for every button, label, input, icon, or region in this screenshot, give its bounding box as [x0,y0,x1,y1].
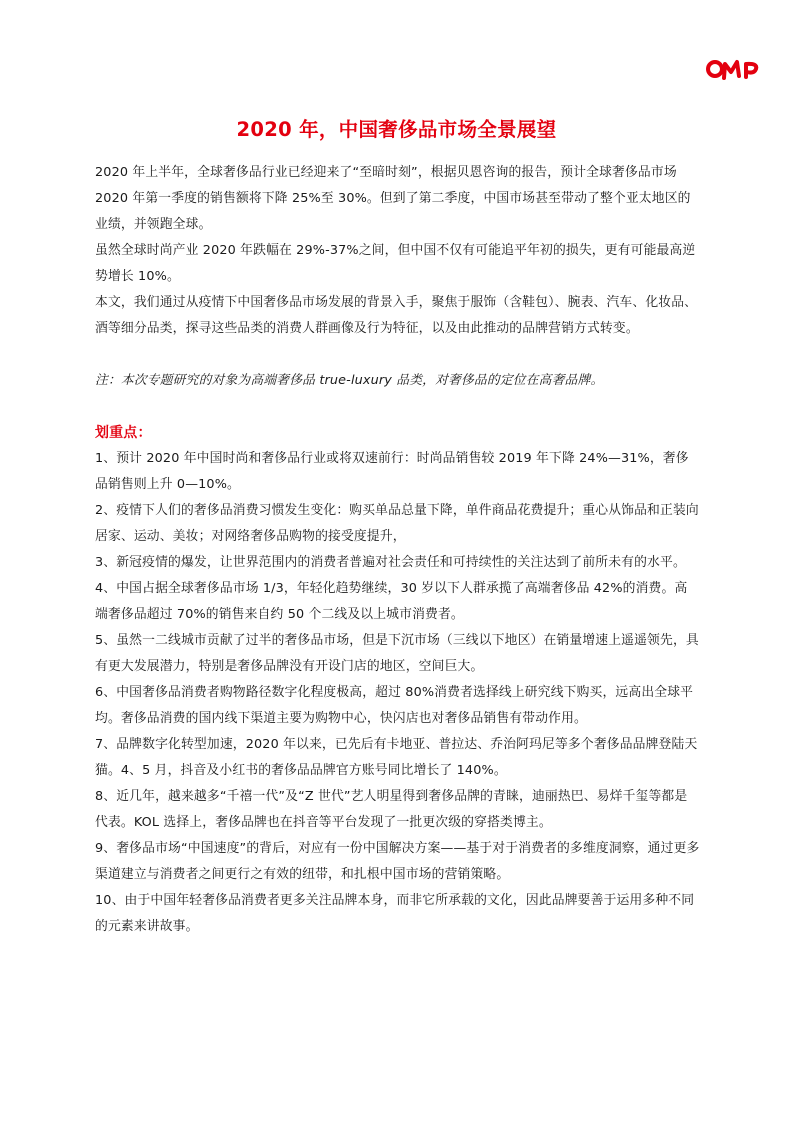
key-point: 7、品牌数字化转型加速，2020 年以来，已先后有卡地亚、普拉达、乔治阿玛尼等多个奢侈品品牌登陆天猫。4、5 月，抖音及小红书的奢侈品品牌官方账号同比增长了 140%。 [95,737,698,778]
research-note: 注：本次专题研究的对象为高端奢侈品 true-luxury 品类，对奢侈品的定位在高奢品牌。 [95,373,604,388]
key-point: 1、预计 2020 年中国时尚和奢侈品行业或将双速前行：时尚品销售较 2019 年下降 24%—31%，奢侈品销售则上升 0—10%。 [95,451,689,492]
key-point: 4、中国占据全球奢侈品市场 1/3，年轻化趋势继续，30 岁以下人群承揽了高端奢侈品 42%的消费。高端奢侈品超过 70%的销售来自约 50 个二线及以上城市消费者。 [95,581,688,622]
article-body [95,160,700,940]
page-title: 2020 年，中国奢侈品市场全景展望 [236,118,557,142]
key-point: 3、新冠疫情的爆发，让世界范围内的消费者普遍对社会责任和可持续性的关注达到了前所未有的水平。 [95,555,686,570]
key-point: 5、虽然一二线城市贡献了过半的奢侈品市场，但是下沉市场（三线以下地区）在销量增速上遥遥领先，具有更大发展潜力，特别是奢侈品牌没有开设门店的地区，空间巨大。 [95,633,699,674]
intro-paragraph: 2020 年上半年，全球奢侈品行业已经迎来了“至暗时刻”，根据贝恩咨询的报告，预计全球奢侈品市场 2020 年第一季度的销售额将下降 25%至 30%。但到了第二季度，中国市场甚至带动了整个亚太地区的业绩，并领跑全球。 [95,165,691,232]
key-point: 2、疫情下人们的奢侈品消费习惯发生变化：购买单品总量下降，单件商品花费提升；重心从饰品和正装向居家、运动、美妆；对网络奢侈品购物的接受度提升， [95,503,699,544]
intro-paragraph: 本文，我们通过从疫情下中国奢侈品市场发展的背景入手，聚焦于服饰（含鞋包）、腕表、汽车、化妆品、酒等细分品类，探寻这些品类的消费人群画像及行为特征，以及由此推动的品牌营销方式转变。 [95,295,698,336]
highlights-heading: 划重点： [95,425,152,441]
key-point: 10、由于中国年轻奢侈品消费者更多关注品牌本身，而非它所承载的文化，因此品牌要善于运用多种不同的元素来讲故事。 [95,893,695,934]
intro-paragraph: 虽然全球时尚产业 2020 年跌幅在 29%-37%之间，但中国不仅有可能追平年初的损失，更有可能最高逆势增长 10%。 [95,243,696,284]
omd-logo [706,52,764,84]
key-point: 9、奢侈品市场“中国速度”的背后，对应有一份中国解决方案——基于对于消费者的多维度洞察，通过更多渠道建立与消费者之间更行之有效的纽带，和扎根中国市场的营销策略。 [95,841,700,882]
key-point: 6、中国奢侈品消费者购物路径数字化程度极高，超过 80%消费者选择线上研究线下购买，远高出全球平均。奢侈品消费的国内线下渠道主要为购物中心，快闪店也对奢侈品销售有带动作用。 [95,685,694,726]
key-point: 8、近几年，越来越多“千禧一代”及“Z 世代”艺人明星得到奢侈品牌的青睐，迪丽热巴、易烊千玺等都是代表。KOL 选择上，奢侈品牌也在抖音等平台发现了一批更次级的穿搭类博主。 [95,789,688,830]
